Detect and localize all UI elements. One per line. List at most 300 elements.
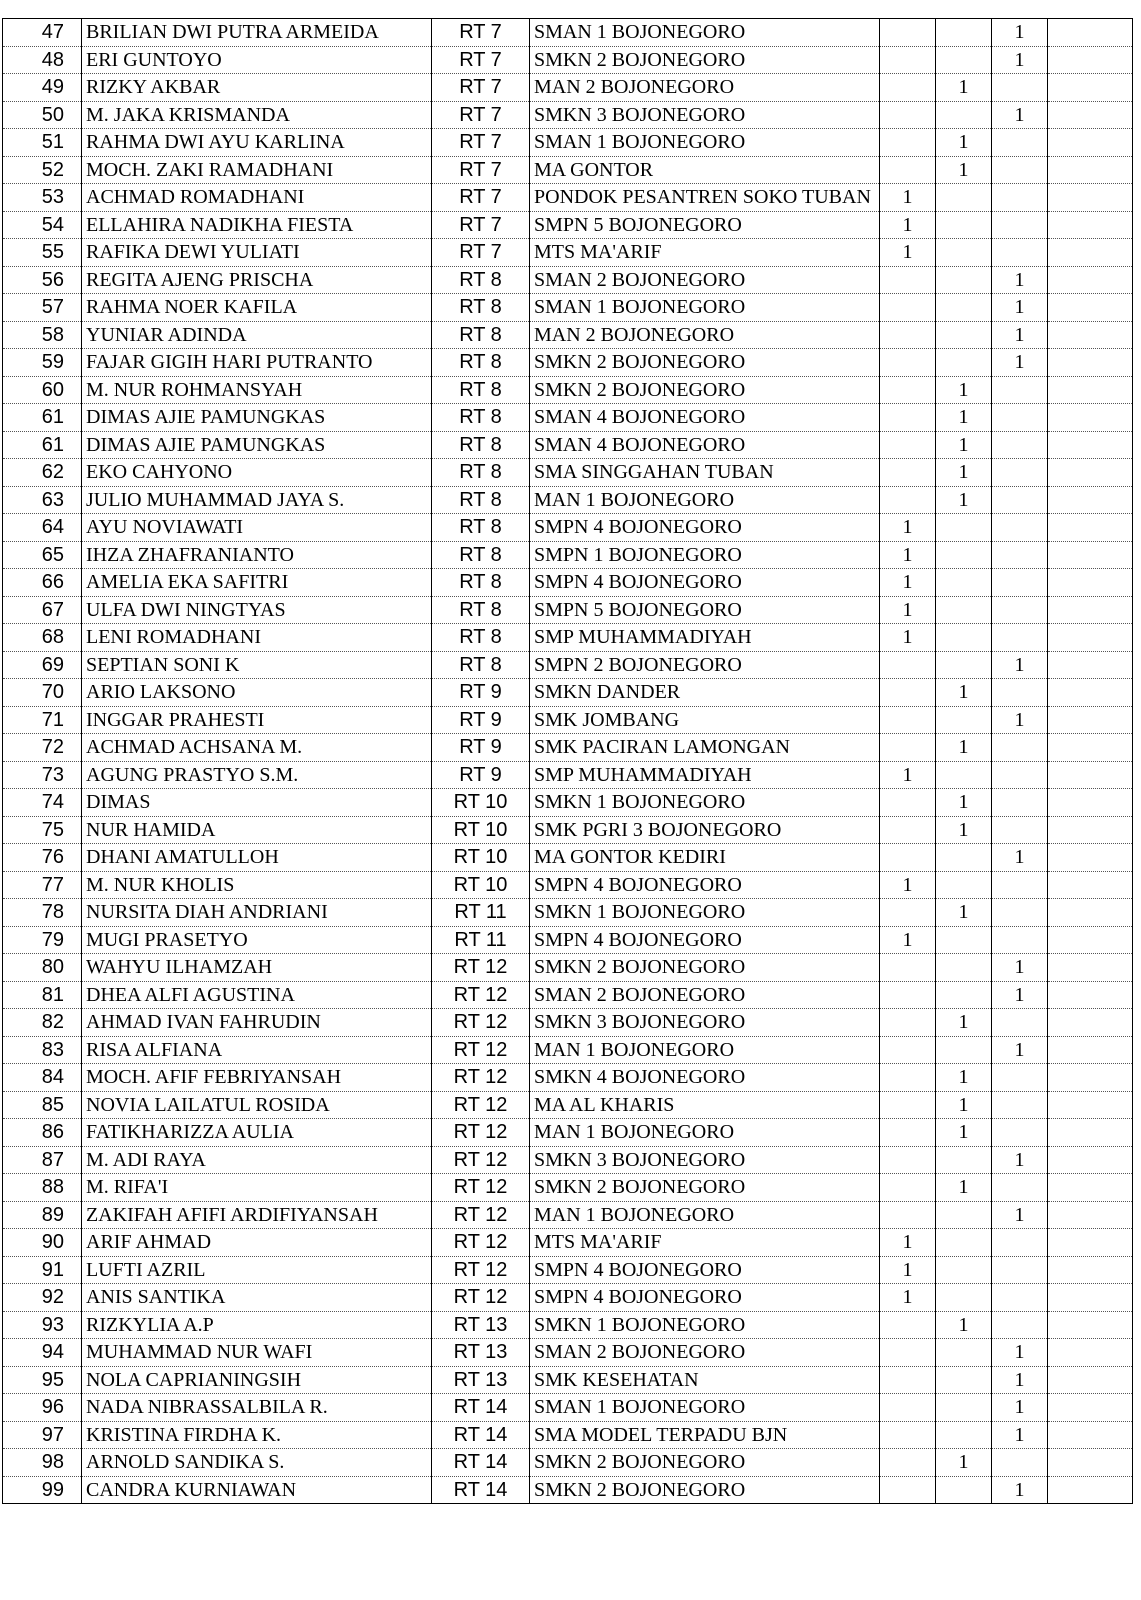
rt-cell: RT 9 xyxy=(432,761,530,789)
ma-mark-cell: 1 xyxy=(936,376,992,404)
sma-mark-cell xyxy=(992,1449,1048,1477)
smp-mark-cell xyxy=(880,651,936,679)
student-name-cell: AGUNG PRASTYO S.M. xyxy=(82,761,432,789)
table-row xyxy=(3,239,1133,267)
student-name-cell: KRISTINA FIRDHA K. xyxy=(82,1421,432,1449)
table-row xyxy=(3,294,1133,322)
smp-mark-cell xyxy=(880,816,936,844)
row-number-cell: 51 xyxy=(3,129,82,157)
row-number-cell: 55 xyxy=(3,239,82,267)
student-name-cell: NADA NIBRASSALBILA R. xyxy=(82,1394,432,1422)
row-number-cell: 75 xyxy=(3,816,82,844)
ma-mark-cell xyxy=(936,844,992,872)
sma-mark-cell xyxy=(992,1174,1048,1202)
table-row xyxy=(3,1201,1133,1229)
empty-cell xyxy=(1048,1256,1133,1284)
table-row xyxy=(3,1339,1133,1367)
empty-cell xyxy=(1048,349,1133,377)
empty-cell xyxy=(1048,954,1133,982)
school-cell: SMAN 4 BOJONEGORO xyxy=(530,404,880,432)
table-row xyxy=(3,514,1133,542)
smp-mark-cell xyxy=(880,789,936,817)
student-name-cell: JULIO MUHAMMAD JAYA S. xyxy=(82,486,432,514)
row-number-cell: 56 xyxy=(3,266,82,294)
empty-cell xyxy=(1048,1174,1133,1202)
table-row xyxy=(3,899,1133,927)
empty-cell xyxy=(1048,816,1133,844)
empty-cell xyxy=(1048,926,1133,954)
table-row xyxy=(3,101,1133,129)
student-name-cell: ARIO LAKSONO xyxy=(82,679,432,707)
row-number-cell: 81 xyxy=(3,981,82,1009)
smp-mark-cell xyxy=(880,156,936,184)
rt-cell: RT 8 xyxy=(432,431,530,459)
student-name-cell: NUR HAMIDA xyxy=(82,816,432,844)
rt-cell: RT 7 xyxy=(432,74,530,102)
rt-cell: RT 7 xyxy=(432,101,530,129)
smp-mark-cell: 1 xyxy=(880,1229,936,1257)
sma-mark-cell xyxy=(992,1229,1048,1257)
ma-mark-cell xyxy=(936,321,992,349)
school-cell: SMA SINGGAHAN TUBAN xyxy=(530,459,880,487)
empty-cell xyxy=(1048,871,1133,899)
smp-mark-cell xyxy=(880,679,936,707)
table-row xyxy=(3,1119,1133,1147)
empty-cell xyxy=(1048,101,1133,129)
school-cell: SMK PGRI 3 BOJONEGORO xyxy=(530,816,880,844)
rt-cell: RT 12 xyxy=(432,1119,530,1147)
ma-mark-cell xyxy=(936,1366,992,1394)
rt-cell: RT 13 xyxy=(432,1311,530,1339)
empty-cell xyxy=(1048,46,1133,74)
student-name-cell: M. NUR KHOLIS xyxy=(82,871,432,899)
smp-mark-cell xyxy=(880,1146,936,1174)
row-number-cell: 96 xyxy=(3,1394,82,1422)
school-cell: SMKN DANDER xyxy=(530,679,880,707)
sma-mark-cell: 1 xyxy=(992,1036,1048,1064)
rt-cell: RT 8 xyxy=(432,376,530,404)
ma-mark-cell xyxy=(936,706,992,734)
table-row xyxy=(3,1421,1133,1449)
school-cell: SMKN 2 BOJONEGORO xyxy=(530,349,880,377)
ma-mark-cell xyxy=(936,954,992,982)
ma-mark-cell xyxy=(936,514,992,542)
sma-mark-cell xyxy=(992,789,1048,817)
sma-mark-cell xyxy=(992,1119,1048,1147)
student-name-cell: RIZKYLIA A.P xyxy=(82,1311,432,1339)
row-number-cell: 61 xyxy=(3,431,82,459)
empty-cell xyxy=(1048,184,1133,212)
student-name-cell: M. ADI RAYA xyxy=(82,1146,432,1174)
student-name-cell: ZAKIFAH AFIFI ARDIFIYANSAH xyxy=(82,1201,432,1229)
table-row xyxy=(3,926,1133,954)
smp-mark-cell xyxy=(880,46,936,74)
sma-mark-cell xyxy=(992,1256,1048,1284)
ma-mark-cell xyxy=(936,981,992,1009)
row-number-cell: 94 xyxy=(3,1339,82,1367)
student-name-cell: RAHMA DWI AYU KARLINA xyxy=(82,129,432,157)
rt-cell: RT 11 xyxy=(432,926,530,954)
ma-mark-cell xyxy=(936,926,992,954)
student-name-cell: DIMAS AJIE PAMUNGKAS xyxy=(82,431,432,459)
student-name-cell: ELLAHIRA NADIKHA FIESTA xyxy=(82,211,432,239)
empty-cell xyxy=(1048,1421,1133,1449)
empty-cell xyxy=(1048,981,1133,1009)
sma-mark-cell xyxy=(992,624,1048,652)
student-name-cell: RAHMA NOER KAFILA xyxy=(82,294,432,322)
smp-mark-cell xyxy=(880,376,936,404)
smp-mark-cell xyxy=(880,1036,936,1064)
ma-mark-cell: 1 xyxy=(936,1311,992,1339)
row-number-cell: 84 xyxy=(3,1064,82,1092)
sma-mark-cell xyxy=(992,239,1048,267)
sma-mark-cell: 1 xyxy=(992,1394,1048,1422)
ma-mark-cell xyxy=(936,211,992,239)
smp-mark-cell xyxy=(880,1311,936,1339)
ma-mark-cell: 1 xyxy=(936,431,992,459)
empty-cell xyxy=(1048,321,1133,349)
ma-mark-cell: 1 xyxy=(936,486,992,514)
school-cell: SMPN 5 BOJONEGORO xyxy=(530,596,880,624)
student-name-cell: AMELIA EKA SAFITRI xyxy=(82,569,432,597)
empty-cell xyxy=(1048,459,1133,487)
table-row xyxy=(3,211,1133,239)
school-cell: SMA MODEL TERPADU BJN xyxy=(530,1421,880,1449)
ma-mark-cell xyxy=(936,761,992,789)
smp-mark-cell xyxy=(880,74,936,102)
sma-mark-cell: 1 xyxy=(992,706,1048,734)
student-name-cell: ULFA DWI NINGTYAS xyxy=(82,596,432,624)
ma-mark-cell xyxy=(936,596,992,624)
ma-mark-cell xyxy=(936,1476,992,1504)
table-row xyxy=(3,156,1133,184)
rt-cell: RT 12 xyxy=(432,1146,530,1174)
row-number-cell: 80 xyxy=(3,954,82,982)
smp-mark-cell xyxy=(880,706,936,734)
ma-mark-cell xyxy=(936,1229,992,1257)
ma-mark-cell: 1 xyxy=(936,1091,992,1119)
rt-cell: RT 13 xyxy=(432,1339,530,1367)
school-cell: MAN 2 BOJONEGORO xyxy=(530,321,880,349)
school-cell: SMPN 4 BOJONEGORO xyxy=(530,871,880,899)
empty-cell xyxy=(1048,1476,1133,1504)
sma-mark-cell xyxy=(992,596,1048,624)
empty-cell xyxy=(1048,1339,1133,1367)
school-cell: SMPN 4 BOJONEGORO xyxy=(530,514,880,542)
school-cell: SMKN 4 BOJONEGORO xyxy=(530,1064,880,1092)
ma-mark-cell xyxy=(936,1394,992,1422)
empty-cell xyxy=(1048,211,1133,239)
student-name-cell: AYU NOVIAWATI xyxy=(82,514,432,542)
ma-mark-cell: 1 xyxy=(936,74,992,102)
school-cell: SMKN 2 BOJONEGORO xyxy=(530,1174,880,1202)
table-row xyxy=(3,844,1133,872)
ma-mark-cell: 1 xyxy=(936,789,992,817)
student-name-cell: ARIF AHMAD xyxy=(82,1229,432,1257)
table-row xyxy=(3,541,1133,569)
empty-cell xyxy=(1048,596,1133,624)
sma-mark-cell xyxy=(992,1064,1048,1092)
ma-mark-cell: 1 xyxy=(936,816,992,844)
row-number-cell: 48 xyxy=(3,46,82,74)
student-name-cell: RAFIKA DEWI YULIATI xyxy=(82,239,432,267)
empty-cell xyxy=(1048,266,1133,294)
row-number-cell: 92 xyxy=(3,1284,82,1312)
student-name-cell: AHMAD IVAN FAHRUDIN xyxy=(82,1009,432,1037)
smp-mark-cell xyxy=(880,101,936,129)
empty-cell xyxy=(1048,1064,1133,1092)
student-name-cell: EKO CAHYONO xyxy=(82,459,432,487)
smp-mark-cell: 1 xyxy=(880,184,936,212)
school-cell: PONDOK PESANTREN SOKO TUBAN xyxy=(530,184,880,212)
rt-cell: RT 9 xyxy=(432,734,530,762)
rt-cell: RT 12 xyxy=(432,1091,530,1119)
table-row xyxy=(3,129,1133,157)
row-number-cell: 66 xyxy=(3,569,82,597)
school-cell: SMPN 5 BOJONEGORO xyxy=(530,211,880,239)
sma-mark-cell xyxy=(992,1311,1048,1339)
rt-cell: RT 8 xyxy=(432,596,530,624)
row-number-cell: 54 xyxy=(3,211,82,239)
table-row xyxy=(3,761,1133,789)
sma-mark-cell: 1 xyxy=(992,981,1048,1009)
sma-mark-cell xyxy=(992,569,1048,597)
smp-mark-cell xyxy=(880,1201,936,1229)
student-name-cell: FAJAR GIGIH HARI PUTRANTO xyxy=(82,349,432,377)
ma-mark-cell xyxy=(936,1201,992,1229)
table-row xyxy=(3,1229,1133,1257)
row-number-cell: 64 xyxy=(3,514,82,542)
table-row xyxy=(3,46,1133,74)
row-number-cell: 60 xyxy=(3,376,82,404)
smp-mark-cell: 1 xyxy=(880,871,936,899)
rt-cell: RT 10 xyxy=(432,844,530,872)
table-row xyxy=(3,19,1133,47)
school-cell: SMK PACIRAN LAMONGAN xyxy=(530,734,880,762)
table-body xyxy=(3,19,1133,1504)
rt-cell: RT 8 xyxy=(432,651,530,679)
sma-mark-cell: 1 xyxy=(992,844,1048,872)
rt-cell: RT 12 xyxy=(432,954,530,982)
row-number-cell: 91 xyxy=(3,1256,82,1284)
empty-cell xyxy=(1048,569,1133,597)
table-row xyxy=(3,706,1133,734)
table-row xyxy=(3,789,1133,817)
row-number-cell: 53 xyxy=(3,184,82,212)
smp-mark-cell xyxy=(880,1064,936,1092)
ma-mark-cell: 1 xyxy=(936,1064,992,1092)
table-row xyxy=(3,1174,1133,1202)
row-number-cell: 69 xyxy=(3,651,82,679)
table-row xyxy=(3,624,1133,652)
rt-cell: RT 8 xyxy=(432,569,530,597)
rt-cell: RT 7 xyxy=(432,46,530,74)
student-name-cell: DHEA ALFI AGUSTINA xyxy=(82,981,432,1009)
sma-mark-cell: 1 xyxy=(992,294,1048,322)
student-name-cell: ERI GUNTOYO xyxy=(82,46,432,74)
table-row xyxy=(3,954,1133,982)
table-row xyxy=(3,1256,1133,1284)
table-row xyxy=(3,596,1133,624)
smp-mark-cell: 1 xyxy=(880,239,936,267)
ma-mark-cell xyxy=(936,1036,992,1064)
empty-cell xyxy=(1048,1394,1133,1422)
rt-cell: RT 12 xyxy=(432,981,530,1009)
school-cell: MTS MA'ARIF xyxy=(530,239,880,267)
row-number-cell: 47 xyxy=(3,19,82,47)
ma-mark-cell xyxy=(936,349,992,377)
empty-cell xyxy=(1048,294,1133,322)
smp-mark-cell xyxy=(880,981,936,1009)
rt-cell: RT 8 xyxy=(432,486,530,514)
empty-cell xyxy=(1048,1091,1133,1119)
empty-cell xyxy=(1048,541,1133,569)
sma-mark-cell xyxy=(992,514,1048,542)
student-name-cell: CANDRA KURNIAWAN xyxy=(82,1476,432,1504)
ma-mark-cell: 1 xyxy=(936,899,992,927)
student-name-cell: MOCH. ZAKI RAMADHANI xyxy=(82,156,432,184)
ma-mark-cell xyxy=(936,651,992,679)
school-cell: MAN 1 BOJONEGORO xyxy=(530,1036,880,1064)
ma-mark-cell xyxy=(936,1284,992,1312)
smp-mark-cell xyxy=(880,844,936,872)
table-row xyxy=(3,1009,1133,1037)
rt-cell: RT 8 xyxy=(432,459,530,487)
table-row xyxy=(3,1476,1133,1504)
empty-cell xyxy=(1048,486,1133,514)
row-number-cell: 70 xyxy=(3,679,82,707)
table-row xyxy=(3,816,1133,844)
school-cell: SMAN 2 BOJONEGORO xyxy=(530,981,880,1009)
rt-cell: RT 8 xyxy=(432,404,530,432)
student-name-cell: ARNOLD SANDIKA S. xyxy=(82,1449,432,1477)
smp-mark-cell xyxy=(880,129,936,157)
student-name-cell: MUGI PRASETYO xyxy=(82,926,432,954)
ma-mark-cell xyxy=(936,101,992,129)
empty-cell xyxy=(1048,679,1133,707)
ma-mark-cell: 1 xyxy=(936,679,992,707)
ma-mark-cell: 1 xyxy=(936,734,992,762)
smp-mark-cell xyxy=(880,1009,936,1037)
empty-cell xyxy=(1048,1146,1133,1174)
sma-mark-cell: 1 xyxy=(992,321,1048,349)
empty-cell xyxy=(1048,74,1133,102)
ma-mark-cell xyxy=(936,541,992,569)
smp-mark-cell: 1 xyxy=(880,1256,936,1284)
sma-mark-cell: 1 xyxy=(992,1421,1048,1449)
row-number-cell: 77 xyxy=(3,871,82,899)
rt-cell: RT 7 xyxy=(432,156,530,184)
empty-cell xyxy=(1048,19,1133,47)
row-number-cell: 76 xyxy=(3,844,82,872)
empty-cell xyxy=(1048,1229,1133,1257)
student-name-cell: NURSITA DIAH ANDRIANI xyxy=(82,899,432,927)
row-number-cell: 85 xyxy=(3,1091,82,1119)
rt-cell: RT 10 xyxy=(432,789,530,817)
rt-cell: RT 12 xyxy=(432,1256,530,1284)
school-cell: SMKN 2 BOJONEGORO xyxy=(530,1449,880,1477)
sma-mark-cell xyxy=(992,761,1048,789)
empty-cell xyxy=(1048,156,1133,184)
table-row xyxy=(3,431,1133,459)
student-name-cell: NOVIA LAILATUL ROSIDA xyxy=(82,1091,432,1119)
table-row xyxy=(3,1449,1133,1477)
sma-mark-cell xyxy=(992,541,1048,569)
empty-cell xyxy=(1048,376,1133,404)
school-cell: MAN 1 BOJONEGORO xyxy=(530,486,880,514)
school-cell: SMAN 2 BOJONEGORO xyxy=(530,266,880,294)
empty-cell xyxy=(1048,789,1133,817)
smp-mark-cell xyxy=(880,321,936,349)
smp-mark-cell xyxy=(880,1394,936,1422)
row-number-cell: 74 xyxy=(3,789,82,817)
sma-mark-cell: 1 xyxy=(992,46,1048,74)
rt-cell: RT 8 xyxy=(432,349,530,377)
empty-cell xyxy=(1048,734,1133,762)
student-name-cell: YUNIAR ADINDA xyxy=(82,321,432,349)
ma-mark-cell xyxy=(936,1421,992,1449)
sma-mark-cell xyxy=(992,129,1048,157)
student-name-cell: RISA ALFIANA xyxy=(82,1036,432,1064)
ma-mark-cell xyxy=(936,871,992,899)
row-number-cell: 89 xyxy=(3,1201,82,1229)
student-name-cell: DIMAS xyxy=(82,789,432,817)
school-cell: MAN 1 BOJONEGORO xyxy=(530,1119,880,1147)
sma-mark-cell: 1 xyxy=(992,1476,1048,1504)
row-number-cell: 78 xyxy=(3,899,82,927)
rt-cell: RT 7 xyxy=(432,211,530,239)
ma-mark-cell: 1 xyxy=(936,156,992,184)
school-cell: SMKN 2 BOJONEGORO xyxy=(530,376,880,404)
student-name-cell: REGITA AJENG PRISCHA xyxy=(82,266,432,294)
rt-cell: RT 12 xyxy=(432,1009,530,1037)
school-cell: MAN 1 BOJONEGORO xyxy=(530,1201,880,1229)
school-cell: MA AL KHARIS xyxy=(530,1091,880,1119)
row-number-cell: 79 xyxy=(3,926,82,954)
school-cell: SMPN 4 BOJONEGORO xyxy=(530,569,880,597)
empty-cell xyxy=(1048,1284,1133,1312)
empty-cell xyxy=(1048,899,1133,927)
school-cell: SMKN 1 BOJONEGORO xyxy=(530,899,880,927)
empty-cell xyxy=(1048,1036,1133,1064)
table-row xyxy=(3,1284,1133,1312)
rt-cell: RT 8 xyxy=(432,541,530,569)
school-cell: SMAN 4 BOJONEGORO xyxy=(530,431,880,459)
smp-mark-cell xyxy=(880,266,936,294)
table-row xyxy=(3,1064,1133,1092)
student-name-cell: M. JAKA KRISMANDA xyxy=(82,101,432,129)
rt-cell: RT 9 xyxy=(432,706,530,734)
table-row xyxy=(3,404,1133,432)
smp-mark-cell xyxy=(880,404,936,432)
rt-cell: RT 8 xyxy=(432,624,530,652)
smp-mark-cell: 1 xyxy=(880,569,936,597)
student-name-cell: M. NUR ROHMANSYAH xyxy=(82,376,432,404)
empty-cell xyxy=(1048,1009,1133,1037)
ma-mark-cell: 1 xyxy=(936,1449,992,1477)
table-row xyxy=(3,1146,1133,1174)
smp-mark-cell xyxy=(880,1476,936,1504)
row-number-cell: 93 xyxy=(3,1311,82,1339)
rt-cell: RT 10 xyxy=(432,871,530,899)
table-row xyxy=(3,74,1133,102)
sma-mark-cell: 1 xyxy=(992,954,1048,982)
smp-mark-cell xyxy=(880,294,936,322)
smp-mark-cell xyxy=(880,1339,936,1367)
ma-mark-cell: 1 xyxy=(936,1119,992,1147)
student-name-cell: WAHYU ILHAMZAH xyxy=(82,954,432,982)
rt-cell: RT 14 xyxy=(432,1421,530,1449)
